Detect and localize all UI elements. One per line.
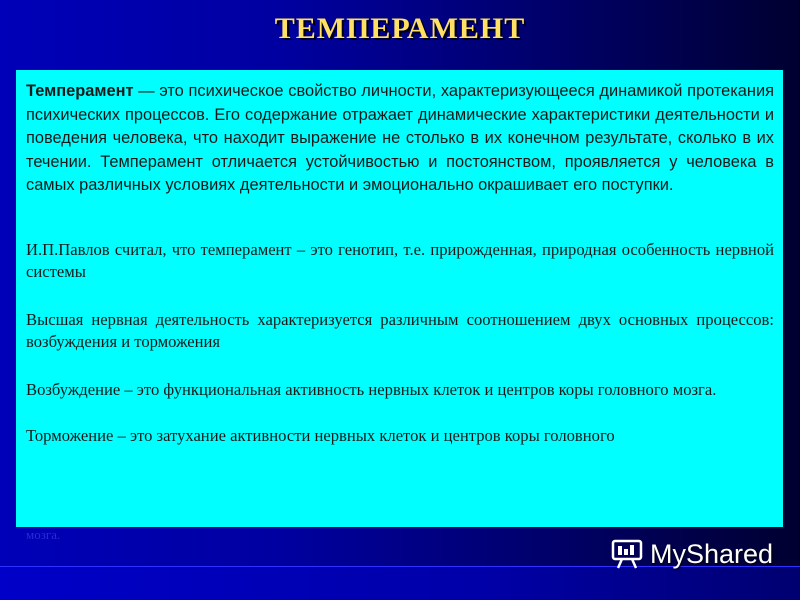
paragraph-excitation: Возбуждение – это функциональная активность нервных клеток и центров коры головного мозга.	[26, 379, 717, 399]
definition-text: — это психическое свойство личности, характеризующееся динамикой протекания психических процессов. Его содержание отражает динамические характеристики деятельности и поведения человека, что находит выражение не столько в их конечном результате, сколько в их течении. Темперамент отличается устойчивостью и постоянством, проявляется у человека в самых различных условиях деятельности и эмоционально окрашивает его поступки.	[26, 82, 774, 194]
paragraph-pavlov: И.П.Павлов считал, что темперамент – это генотип, т.е. прирожденная, природная особенность нервной системы	[26, 239, 774, 281]
definition-term: Темперамент	[26, 82, 134, 100]
definition-paragraph	[26, 80, 774, 198]
watermark-logo	[610, 536, 773, 572]
watermark-brand: MyShared	[650, 538, 774, 569]
paragraph-inhibition: Торможение – это затухание активности нервных клеток и центров коры головного	[26, 426, 615, 445]
presentation-board-icon	[610, 537, 644, 571]
overflow-text: мозга.	[26, 527, 61, 542]
paragraph-higher-nervous-activity: Высшая нервная деятельность характеризуется различным соотношением двух основных процессов: возбуждения и торможения	[26, 309, 774, 351]
slide-title: ТЕМПЕРАМЕНТ	[274, 12, 526, 45]
content-box	[16, 70, 783, 527]
